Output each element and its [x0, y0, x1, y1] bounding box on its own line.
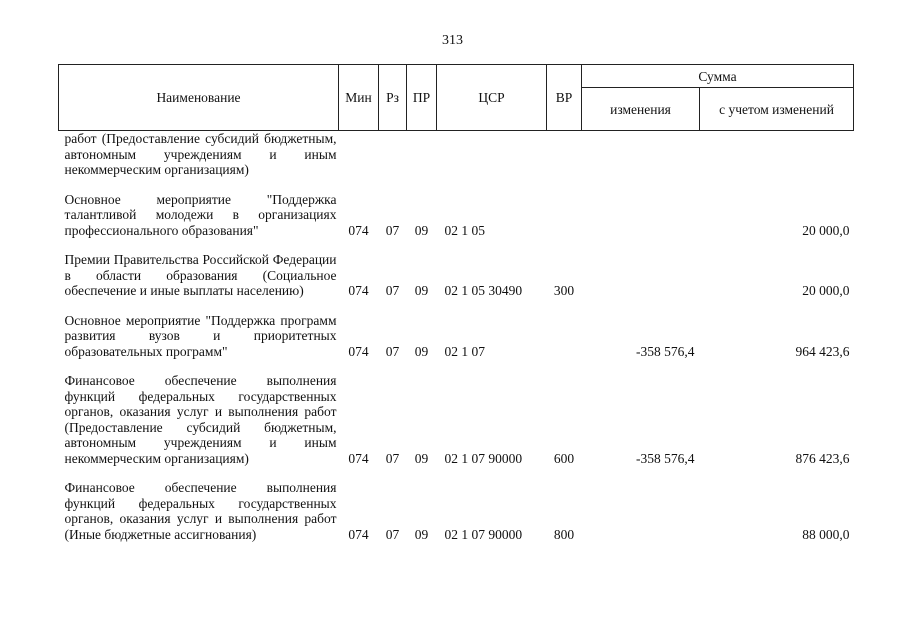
cell-pr: 09 — [414, 222, 429, 238]
table-row — [59, 192, 854, 253]
cell-change — [582, 480, 700, 556]
table-header — [59, 65, 854, 131]
cell-pr: 09 — [414, 526, 429, 542]
cell-name: Основное мероприятие "Поддержка программ развития вузов и приоритетных образовательных программ" — [64, 312, 337, 359]
cell-name: Финансовое обеспечение выполнения функций федеральных государственных органов, оказания услуг и выполнения работ (Предоставление субсидий бюджетным, автономным учреждениям и иным некоммерческим организациям) — [64, 373, 337, 466]
cell-pr — [407, 131, 437, 192]
cell-pr: 09 — [414, 450, 429, 466]
header-sum: Сумма — [582, 65, 854, 88]
cell-total: 88 000,0 — [802, 526, 850, 542]
header-change: изменения — [582, 88, 700, 131]
cell-rz: 07 — [385, 283, 400, 298]
cell-total: 876 423,6 — [795, 450, 850, 466]
table-row — [59, 480, 854, 556]
cell-vr — [547, 313, 582, 374]
cell-name: Премии Правительства Российской Федерации в области образования (Социальное обеспечение и иные выплаты населению) — [64, 252, 337, 298]
cell-csr — [437, 131, 547, 192]
budget-table — [58, 64, 854, 556]
header-name: Наименование — [59, 65, 339, 131]
cell-csr: 02 1 07 — [444, 343, 485, 359]
cell-vr: 800 — [553, 526, 575, 542]
header-csr: ЦСР — [437, 65, 547, 131]
cell-rz — [379, 131, 407, 192]
cell-name: Основное мероприятие "Поддержка талантливой молодежи в организациях профессионального образования" — [64, 191, 337, 238]
cell-csr: 02 1 05 — [444, 222, 485, 238]
table-row — [59, 313, 854, 374]
cell-vr — [547, 131, 582, 192]
cell-rz: 07 — [385, 526, 400, 542]
cell-min: 074 — [348, 283, 369, 298]
cell-change — [582, 131, 700, 192]
cell-csr: 02 1 07 90000 — [444, 526, 523, 542]
cell-min: 074 — [348, 450, 369, 466]
header-min: Мин — [339, 65, 379, 131]
cell-pr: 09 — [414, 283, 429, 298]
cell-pr: 09 — [414, 343, 429, 359]
table-row — [59, 252, 854, 313]
cell-total: 964 423,6 — [795, 343, 850, 359]
header-pr: ПР — [407, 65, 437, 131]
cell-csr: 02 1 05 30490 — [444, 283, 523, 298]
table-row — [59, 373, 854, 480]
cell-total: 20 000,0 — [802, 283, 850, 298]
cell-name: Финансовое обеспечение выполнения функций федеральных государственных органов, оказания услуг и выполнения работ (Иные бюджетные ассигнования) — [64, 480, 337, 542]
cell-total — [700, 131, 854, 192]
cell-rz: 07 — [385, 343, 400, 359]
cell-rz: 07 — [385, 450, 400, 466]
table-body — [59, 131, 854, 557]
cell-csr: 02 1 07 90000 — [444, 450, 523, 466]
cell-change: -358 576,4 — [636, 343, 695, 359]
header-rz: Рз — [379, 65, 407, 131]
cell-change — [582, 252, 700, 313]
cell-rz: 07 — [385, 222, 400, 238]
cell-min: 074 — [348, 526, 369, 542]
cell-total: 20 000,0 — [802, 222, 850, 238]
cell-change: -358 576,4 — [636, 450, 695, 466]
cell-vr: 300 — [553, 283, 575, 298]
cell-change — [582, 192, 700, 253]
header-vr: ВР — [547, 65, 582, 131]
cell-vr — [547, 192, 582, 253]
cell-min: 074 — [348, 343, 369, 359]
page-number: 313 — [442, 33, 463, 48]
cell-name: работ (Предоставление субсидий бюджетным, автономным учреждениям и иным некоммерческим организациям) — [64, 131, 337, 177]
table-row — [59, 131, 854, 192]
header-total: с учетом изменений — [700, 88, 854, 131]
cell-min — [339, 131, 379, 192]
cell-min: 074 — [348, 222, 369, 238]
cell-vr: 600 — [553, 450, 575, 466]
